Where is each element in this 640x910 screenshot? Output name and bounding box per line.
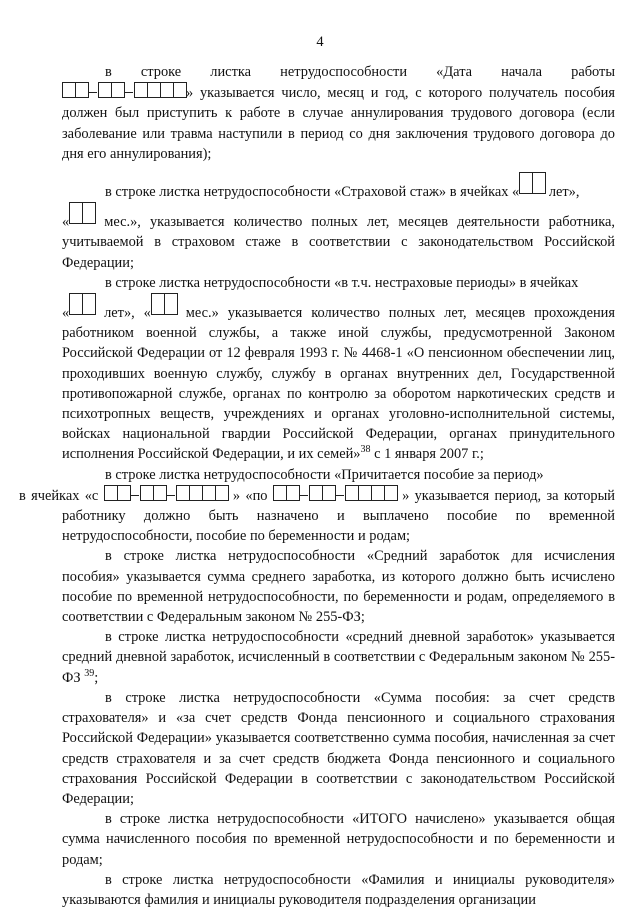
paragraph-text: в строке листка нетрудоспособности «в т.ч. нестраховые периоды» в ячейках — [105, 274, 579, 291]
paragraph-text: в строке листка нетрудоспособности «ИТОГО начислено» указывается общая сумма начисленного пособия по временной нетрудоспособности и по беременности и родам; — [62, 811, 615, 868]
paragraph-text: в строке листка нетрудоспособности «средний дневной заработок» указывается средний дневной заработок, исчисленный в соответствии с Федеральным законом № 255-ФЗ — [62, 629, 615, 686]
footnote-ref: 38 — [360, 444, 371, 456]
paragraph-text: » указывается число, месяц и год, с которого получатель пособия должен был приступить к работе в случае аннулирования трудового договора (если заболевание или травма наступили в период со дня заключения трудового договора до дня его аннулирования); — [62, 85, 615, 162]
paragraph-text: в строке листка нетрудоспособности «Причитается пособие за период» — [105, 466, 544, 483]
paragraph-start-date-cont — [62, 82, 615, 164]
paragraph-total — [62, 809, 615, 870]
years-cells — [69, 305, 95, 321]
paragraph-text: » «по — [227, 487, 273, 504]
paragraph-daily-earnings — [62, 627, 615, 688]
paragraph-head-name — [62, 870, 615, 910]
months-cells — [151, 305, 177, 321]
paragraph-text: ; — [94, 669, 99, 686]
paragraph-text: с 1 января 2007 г.; — [370, 446, 484, 463]
paragraph-benefit-amount — [62, 688, 615, 809]
paragraph-start-date — [62, 62, 615, 82]
paragraph-text: в строке листка нетрудоспособности «Сумма пособия: за счет средств страхователя» и «за счет средств Фонда пенсионного и социального страхования Российской Федерации» указывается соответственно сумма пособия, начисленная за счет средств страхователя и за счет средств бюджета Фонда пенсионного и социального страхования Российской Федерации в соответствии с законодательством Российской Федерации; — [62, 689, 615, 807]
paragraph-text: « — [62, 214, 70, 231]
paragraph-text: мес.», указывается количество полных лет, месяцев деятельности работника, учитываемой в страховом стаже в соответствии с законодательством Российской Федерации; — [62, 214, 615, 271]
paragraph-average-earnings — [62, 546, 615, 627]
paragraph-text: » указывается период, за который работнику должно быть назначено и выплачено пособие по временной нетрудоспособности, пособие по беременности и родам; — [62, 487, 615, 545]
years-cells — [519, 184, 545, 200]
from-date-cells — [104, 488, 228, 504]
paragraph-text: в строке листка нетрудоспособности «Дата начала работы — [105, 64, 615, 80]
paragraph-text: лет», — [545, 184, 580, 201]
document-body — [19, 62, 615, 910]
date-cells — [62, 85, 186, 101]
paragraph-insurance-experience — [62, 172, 615, 273]
to-date-cells — [273, 488, 397, 504]
paragraph-text: в строке листка нетрудоспособности «Средний заработок для исчисления пособия» указывается сумма среднего заработка, из которого должно быть исчислено пособие по временной нетрудоспособности, по беременности и родам, определяемого в соответствии с Федеральным законом № 255-ФЗ; — [62, 548, 615, 626]
paragraph-text: лет», « — [95, 305, 151, 322]
footnote-ref: 39 — [84, 667, 95, 679]
page-number: 4 — [316, 34, 324, 50]
paragraph-text: в ячейках «с — [19, 487, 104, 504]
paragraph-non-insurance-periods — [62, 273, 615, 465]
paragraph-benefit-period — [19, 465, 615, 547]
paragraph-text: « — [62, 305, 70, 322]
paragraph-text: в строке листка нетрудоспособности «Страховой стаж» в ячейках « — [105, 184, 520, 201]
paragraph-text: мес.» указывается количество полных лет, месяцев прохождения работником военной службы, а также иной службы, предусмотренной Законом Российской Федерации от 12 февраля 1993 г. № 4468-1 «О пенсионном обеспечении лиц, проходивших военную службу, службу в органах внутренних дел, Государственной противопожарной службе, органах по контролю за оборотом наркотических средств и психотропных веществ, учреждениях и органах уголовно-исполнительной системы, войсках национальной гвардии Российской Федерации, органах принудительного исполнения Российской Федерации, и их семей» — [62, 305, 615, 463]
months-cells — [69, 214, 95, 230]
paragraph-text: в строке листка нетрудоспособности «Фамилия и инициалы руководителя» указываются фамилия и инициалы руководителя подразделения организации — [62, 871, 615, 908]
